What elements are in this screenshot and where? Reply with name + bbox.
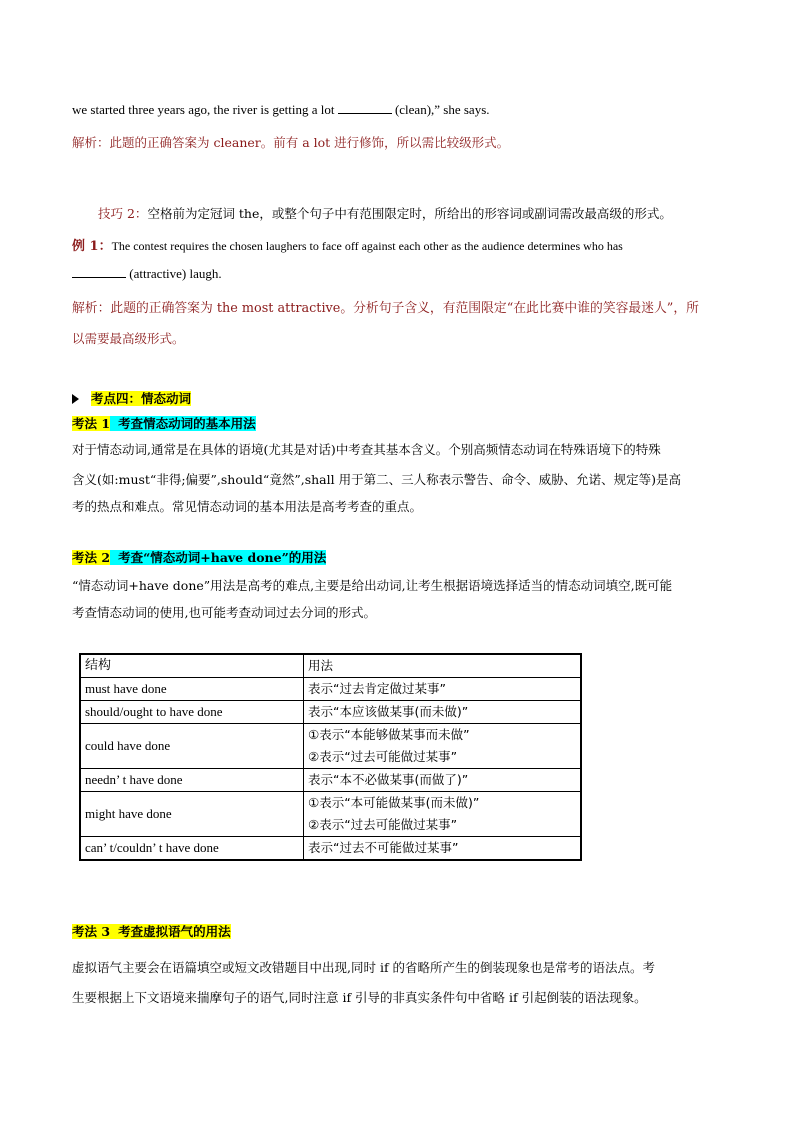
answer-blank [72,266,126,278]
analysis-line-1: 解析：此题的正确答案为 the most attractive。分析句子含义，有范围限定“在此比赛中谁的笑容最迷人”，所 [72,301,699,316]
section-title: 考点四：情态动词 [91,391,192,406]
example-label: 例 1： [72,239,112,254]
method-1-heading [72,414,722,432]
method-2-heading [72,548,722,566]
table-row [80,724,581,769]
example-text-after: (attractive) laugh. [126,266,222,281]
analysis-text: 解析：此题的正确答案为 cleaner。前有 a lot 进行修饰，所以需比较级形式。 [72,135,510,150]
usage-line: ②表示“过去可能做过某事” [308,817,458,832]
example-1-line2 [72,266,722,282]
usage-line: ①表示“本能够做某事而未做” [308,727,470,742]
method-title: 考查“情态动词+have done”的用法 [110,550,326,565]
usage-line: ①表示“本可能做某事(而未做)” [308,795,480,810]
structure-cell: should/ought to have done [80,701,304,724]
analysis-line-2: 以需要最高级形式。 [72,331,185,346]
table-row [80,769,581,792]
tip-text: 空格前为定冠词 the，或整个句子中有范围限定时，所给出的形容词或副词需改最高级的形式。 [147,206,672,221]
method-3-para-line-1: 虚拟语气主要会在语篇填空或短文改错题目中出现,同时 if 的省略所产生的倒装现象也是常考的语法点。考 [72,960,656,975]
method-label: 考法 1 [72,416,111,431]
tip-2 [98,204,748,222]
method-label: 考法 3 [72,924,111,939]
method-3-para-line-2: 生要根据上下文语境来揣摩句子的语气,同时注意 if 引导的非真实条件句中省略 if 引起倒装的语法现象。 [72,990,647,1005]
table-row [80,792,581,837]
arrow-bullet-icon [72,394,79,404]
table-header: 结构 [80,654,304,678]
usage-cell: 表示“本不必做某事(而做了)” [304,769,582,792]
table-row [80,678,581,701]
method-1-para-line-1: 对于情态动词,通常是在具体的语境(尤其是对话)中考查其基本含义。个别高频情态动词在特殊语境下的特殊 [72,442,661,457]
example-sentence [72,102,722,118]
table-header-row [80,654,581,678]
usage-cell: 表示“本应该做某事(而未做)” [304,701,582,724]
example-1 [72,235,722,254]
sentence-text-after: (clean),” she says. [391,102,490,117]
method-3-heading [72,922,722,940]
method-1-para-line-2: 含义(如:must“非得;偏要”,should“竟然”,shall 用于第二、三人称表示警告、命令、威胁、允诺、规定等)是高 [72,472,681,487]
table-header: 用法 [304,654,582,678]
method-label: 考法 2 [72,550,111,565]
usage-cell: 表示“过去不可能做过某事” [304,837,582,861]
structure-cell: needn’ t have done [80,769,304,792]
usage-cell [304,724,582,769]
modal-perfect-table [79,653,582,861]
method-2-para-line-2: 考查情态动词的使用,也可能考查动词过去分词的形式。 [72,605,376,620]
example-text: The contest requires the chosen laughers to face off against each other as the audience determines who has [111,239,623,253]
usage-line: ②表示“过去可能做过某事” [308,749,458,764]
table-row [80,837,581,861]
structure-cell: could have done [80,724,304,769]
section-heading [72,389,722,407]
table-row [80,701,581,724]
method-1-para-line-3: 考的热点和难点。常见情态动词的基本用法是高考考查的重点。 [72,499,423,514]
structure-cell: can’ t/couldn’ t have done [80,837,304,861]
usage-cell: 表示“过去肯定做过某事” [304,678,582,701]
tip-label: 技巧 2： [98,206,148,221]
usage-cell [304,792,582,837]
structure-cell: might have done [80,792,304,837]
structure-cell: must have done [80,678,304,701]
method-2-para-line-1: “情态动词+have done”用法是高考的难点,主要是给出动词,让考生根据语境选择适当的情态动词填空,既可能 [72,578,673,593]
answer-blank [338,102,392,114]
method-title: 考查虚拟语气的用法 [110,924,231,939]
sentence-text: we started three years ago, the river is getting a lot [72,102,338,117]
method-title: 考查情态动词的基本用法 [110,416,256,431]
